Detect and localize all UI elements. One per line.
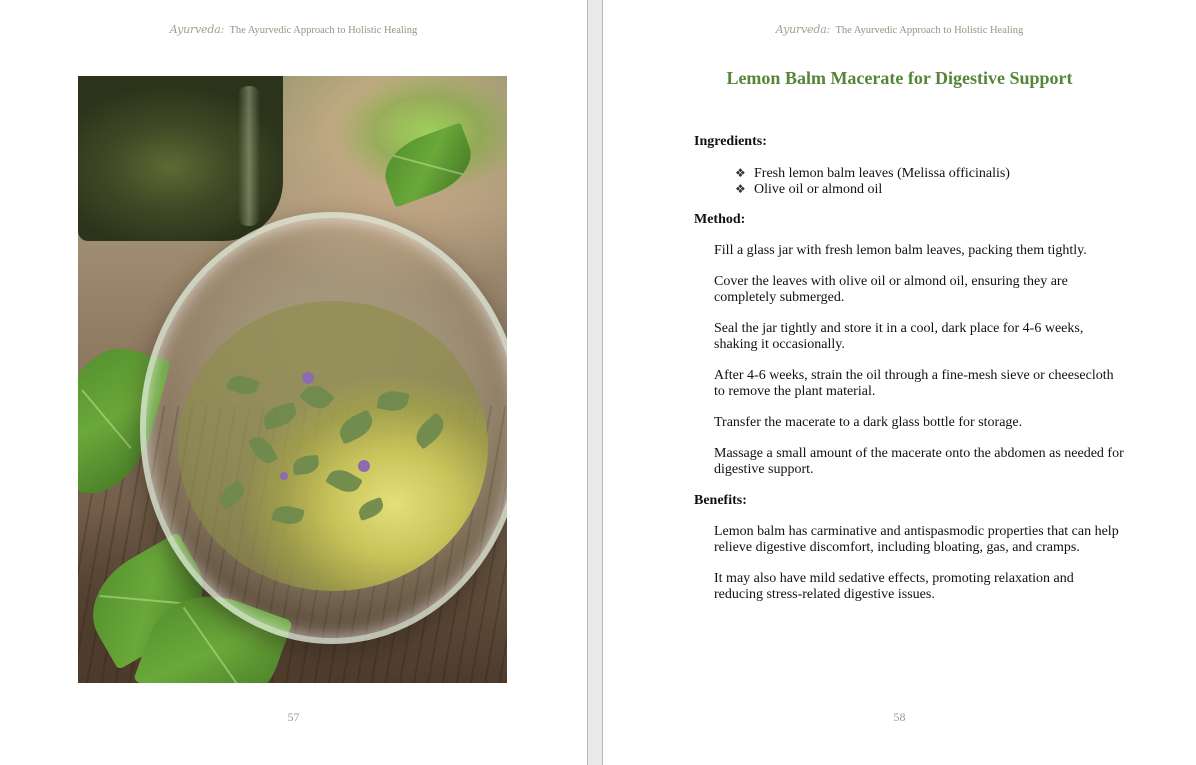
ingredients-list <box>735 165 1010 197</box>
page-number: 57 <box>287 710 300 724</box>
ingredient-text: Olive oil or almond oil <box>754 182 883 197</box>
recipe-title: Lemon Balm Macerate for Digestive Support <box>726 68 1073 88</box>
page-number: 58 <box>893 710 906 724</box>
header-brand: Ayurveda: <box>775 23 831 36</box>
benefit-paragraph: Lemon balm has carminative and antispasmodic properties that can help relieve digestive discomfort, including bloating, gas, and cramps. <box>714 524 1119 555</box>
lemon-balm-photo <box>78 76 507 683</box>
page-divider <box>587 0 588 765</box>
running-header <box>0 23 587 36</box>
oil <box>178 301 488 591</box>
method-step: After 4-6 weeks, strain the oil through a fine-mesh sieve or cheesecloth to remove the plant material. <box>714 368 1114 399</box>
method-step: Seal the jar tightly and store it in a cool, dark place for 4-6 weeks, shaking it occasionally. <box>714 321 1084 352</box>
method-step: Cover the leaves with olive oil or almond oil, ensuring they are completely submerged. <box>714 274 1068 305</box>
running-header <box>603 23 1196 36</box>
ingredients-heading: Ingredients: <box>694 134 767 149</box>
purple-flower <box>302 372 314 384</box>
method-heading: Method: <box>694 212 746 227</box>
method-step: Fill a glass jar with fresh lemon balm leaves, packing them tightly. <box>714 243 1087 258</box>
jar-highlight <box>238 86 260 226</box>
method-step: Transfer the macerate to a dark glass bottle for storage. <box>714 415 1023 430</box>
list-item <box>735 165 1010 181</box>
purple-flower <box>358 460 370 472</box>
benefit-paragraph: It may also have mild sedative effects, promoting relaxation and reducing stress-related digestive issues. <box>714 571 1074 602</box>
page-left <box>0 0 587 765</box>
header-brand: Ayurveda: <box>169 23 225 36</box>
list-item <box>735 181 1010 197</box>
page-right <box>603 0 1196 765</box>
header-title: The Ayurvedic Approach to Holistic Healing <box>835 25 1024 36</box>
benefits-heading: Benefits: <box>694 493 747 508</box>
ingredient-text: Fresh lemon balm leaves (Melissa officinalis) <box>754 166 1010 181</box>
purple-flower <box>280 472 288 480</box>
method-step: Massage a small amount of the macerate onto the abdomen as needed for digestive support. <box>714 446 1124 477</box>
diamond-bullet-icon: ❖ <box>735 182 746 196</box>
diamond-bullet-icon: ❖ <box>735 166 746 180</box>
header-title: The Ayurvedic Approach to Holistic Healing <box>229 25 418 36</box>
